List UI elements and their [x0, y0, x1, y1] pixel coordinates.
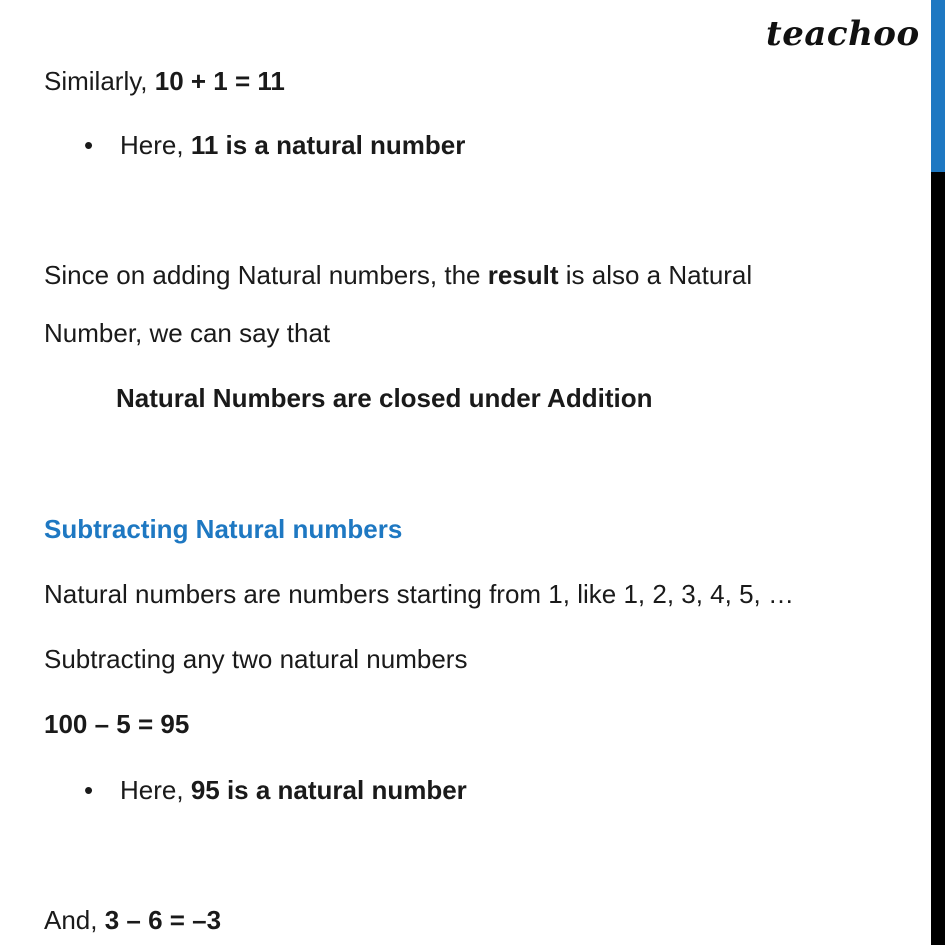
bullet-item-95	[84, 773, 467, 807]
since-text-a: Since on adding Natural numbers, the	[44, 260, 488, 290]
bullet-95-text: 95 is a natural number	[190, 775, 467, 805]
bullet-95-prefix: Here,	[120, 775, 191, 805]
subtracting-intro: Subtracting any two natural numbers	[44, 644, 468, 674]
right-side-bar-accent	[931, 0, 945, 172]
and-prefix: And,	[44, 905, 105, 935]
since-line-2: Number, we can say that	[44, 318, 331, 348]
bullet-item-11	[84, 128, 465, 162]
bullet-icon: •	[84, 130, 94, 160]
and-line	[44, 903, 221, 937]
bullet-11-text: 11 is a natural number	[190, 130, 466, 160]
definition-line: Natural numbers are numbers starting from 1, like 1, 2, 3, 4, 5, …	[44, 579, 794, 609]
since-result-word: result	[487, 260, 559, 290]
similarly-equation: 10 + 1 = 11	[154, 66, 285, 96]
bullet-11-prefix: Here,	[120, 130, 191, 160]
similarly-line	[44, 64, 285, 98]
bullet-icon: •	[84, 775, 94, 805]
right-side-bar	[931, 0, 945, 945]
section-heading: Subtracting Natural numbers	[44, 514, 403, 544]
closure-conclusion: Natural Numbers are closed under Addition	[116, 383, 653, 413]
similarly-prefix: Similarly,	[44, 66, 155, 96]
equation-100-5: 100 – 5 = 95	[44, 709, 190, 739]
teachoo-logo: teachoo	[766, 14, 920, 54]
and-equation: 3 – 6 = –3	[104, 905, 222, 935]
since-text-b: is also a Natural	[558, 260, 753, 290]
since-line-1	[44, 258, 752, 292]
